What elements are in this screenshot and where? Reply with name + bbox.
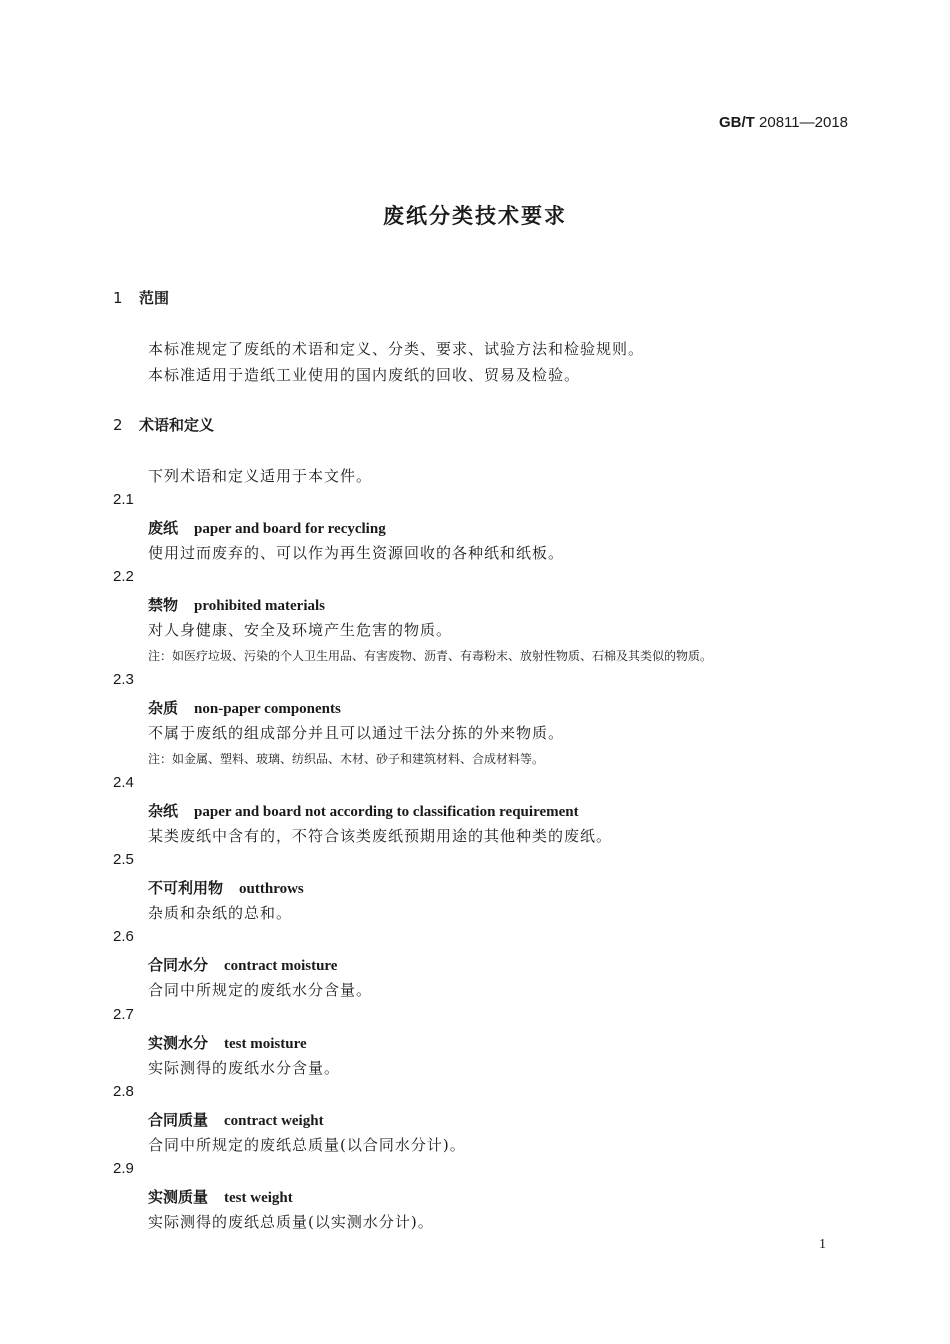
term-note: 注：如金属、塑料、玻璃、纺织品、木材、砂子和建筑材料、合成材料等。 [148, 752, 545, 766]
term-heading: 合同水分 contract moisture [148, 956, 338, 974]
scope-paragraph-2: 本标准适用于造纸工业使用的国内废纸的回收、贸易及检验。 [148, 366, 581, 384]
term-note: 注：如医疗垃圾、污染的个人卫生用品、有害废物、沥青、有毒粉末、放射性物质、石棉及其类似的物质。 [148, 649, 713, 663]
term-definition: 实际测得的废纸水分含量。 [148, 1059, 341, 1077]
clause-number: 2.1 [113, 491, 134, 508]
term-definition: 某类废纸中含有的，不符合该类废纸预期用途的其他种类的废纸。 [148, 827, 613, 845]
term-heading: 禁物 prohibited materials [148, 596, 325, 614]
term-heading: 废纸 paper and board for recycling [148, 519, 386, 537]
clause-number: 2.5 [113, 851, 134, 868]
term-definition: 合同中所规定的废纸水分含量。 [148, 981, 373, 999]
clause-number: 2.2 [113, 568, 134, 585]
scope-paragraph-1: 本标准规定了废纸的术语和定义、分类、要求、试验方法和检验规则。 [148, 340, 645, 358]
terms-intro: 下列术语和定义适用于本文件。 [148, 467, 373, 485]
clause-number: 2.9 [113, 1160, 134, 1177]
term-definition: 对人身健康、安全及环境产生危害的物质。 [148, 621, 453, 639]
page-number: 1 [819, 1237, 826, 1252]
term-definition: 合同中所规定的废纸总质量(以合同水分计)。 [148, 1136, 466, 1154]
term-heading: 杂质 non-paper components [148, 699, 341, 717]
term-heading: 不可利用物 outthrows [148, 879, 304, 897]
term-heading: 杂纸 paper and board not according to classification requirement [148, 802, 579, 820]
clause-number: 2.3 [113, 671, 134, 688]
document-title: 废纸分类技术要求 [383, 204, 567, 228]
term-definition: 实际测得的废纸总质量(以实测水分计)。 [148, 1213, 434, 1231]
term-definition: 杂质和杂纸的总和。 [148, 904, 293, 922]
term-heading: 实测水分 test moisture [148, 1034, 307, 1052]
clause-number: 2.6 [113, 928, 134, 945]
clause-number: 2.8 [113, 1083, 134, 1100]
section-1-heading: 1 范围 [113, 289, 170, 307]
section-2-heading: 2 术语和定义 [113, 416, 215, 434]
term-definition: 使用过而废弃的、可以作为再生资源回收的各种纸和纸板。 [148, 544, 565, 562]
clause-number: 2.7 [113, 1006, 134, 1023]
term-heading: 实测质量 test weight [148, 1188, 293, 1206]
term-heading: 合同质量 contract weight [148, 1111, 324, 1129]
standard-code: GB/T 20811—2018 [719, 114, 848, 131]
term-definition: 不属于废纸的组成部分并且可以通过干法分拣的外来物质。 [148, 724, 565, 742]
clause-number: 2.4 [113, 774, 134, 791]
